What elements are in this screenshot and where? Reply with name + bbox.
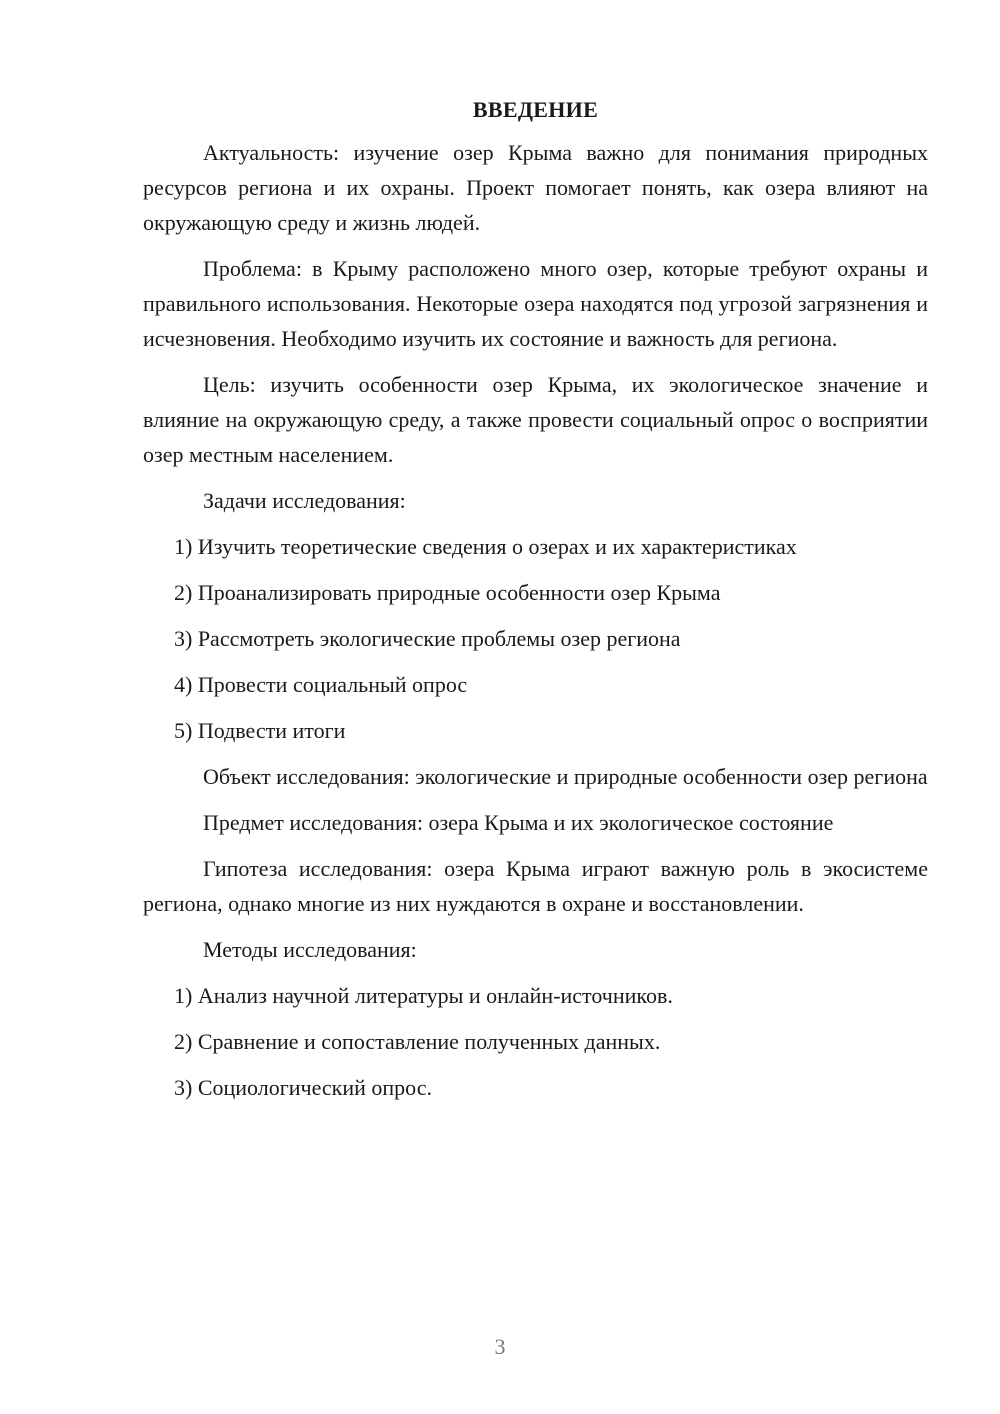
subject-paragraph: Предмет исследования: озера Крыма и их экологическое состояние [203, 810, 834, 835]
document-page [143, 95, 928, 1116]
method-item: 2) Сравнение и сопоставление полученных данных. [174, 1029, 661, 1054]
task-item: 1) Изучить теоретические сведения о озерах и их характеристиках [174, 534, 797, 559]
methods-list [143, 978, 928, 1105]
goal-paragraph: Цель: изучить особенности озер Крыма, их экологическое значение и влияние на окружающую среду, а также провести социальный опрос о восприятии озер местным населением. [143, 372, 928, 467]
task-item: 2) Проанализировать природные особенности озер Крыма [174, 580, 721, 605]
section-title: ВВЕДЕНИЕ [472, 97, 599, 122]
task-item: 5) Подвести итоги [174, 718, 346, 743]
methods-heading: Методы исследования: [203, 937, 417, 962]
task-item: 3) Рассмотреть экологические проблемы озер региона [174, 626, 681, 651]
method-item: 3) Социологический опрос. [174, 1075, 432, 1100]
object-paragraph: Объект исследования: экологические и природные особенности озер региона [203, 764, 928, 789]
task-item: 4) Провести социальный опрос [174, 672, 468, 697]
tasks-list [143, 529, 928, 748]
tasks-heading: Задачи исследования: [203, 488, 406, 513]
method-item: 1) Анализ научной литературы и онлайн-источников. [174, 983, 673, 1008]
hypothesis-paragraph: Гипотеза исследования: озера Крыма играют важную роль в экосистеме региона, однако многие из них нуждаются в охране и восстановлении. [143, 856, 928, 916]
relevance-paragraph: Актуальность: изучение озер Крыма важно для понимания природных ресурсов региона и их охраны. Проект помогает понять, как озера влияют на окружающую среду и жизнь людей. [143, 140, 928, 235]
page-number: 3 [494, 1334, 506, 1359]
problem-paragraph: Проблема: в Крыму расположено много озер, которые требуют охраны и правильного использования. Некоторые озера находятся под угрозой загрязнения и исчезновения. Необходимо изучить их состояние и важность для региона. [143, 256, 928, 351]
